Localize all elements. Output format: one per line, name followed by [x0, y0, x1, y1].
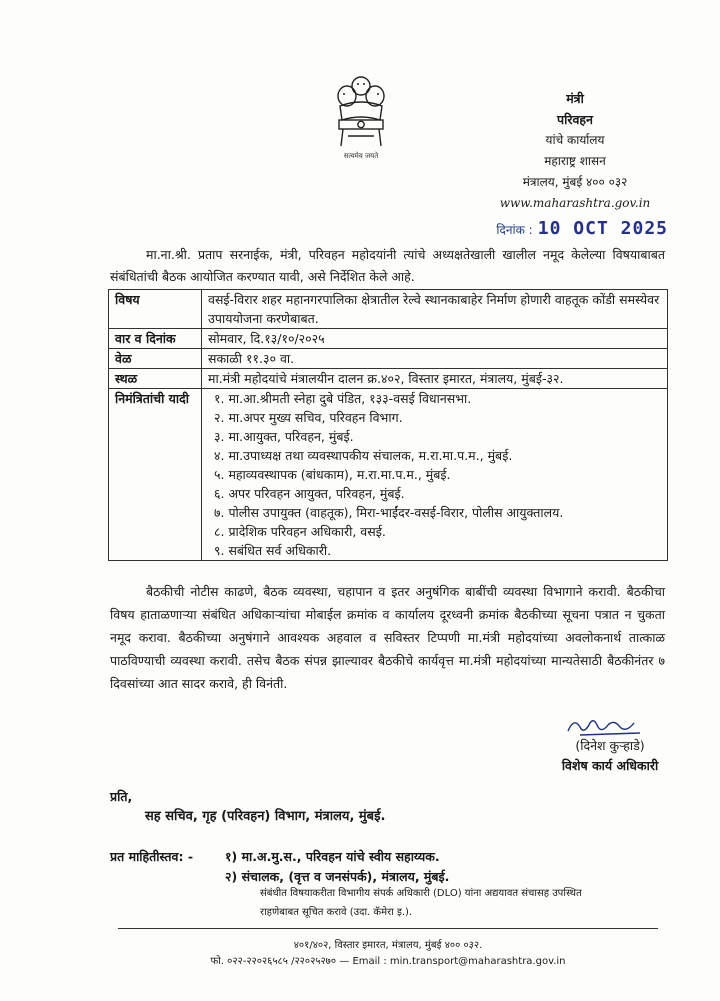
signatory — [540, 736, 680, 776]
signatory-designation: विशेष कार्य अधिकारी — [561, 758, 659, 773]
footer-contact: फो. ०२२-२२०२६५८५ /२२०२५२७० — Email : min.transport@maharashtra.gov.in — [210, 956, 566, 967]
list-item: २. मा.अपर मुख्य सचिव, परिवहन विभाग. — [214, 410, 403, 425]
office-header — [480, 88, 670, 214]
list-item: ८. प्रादेशिक परिवहन अधिकारी, वसई. — [214, 524, 386, 539]
office-dept: परिवहन — [557, 112, 593, 127]
day-label: वार व दिनांक — [109, 329, 202, 349]
ashoka-emblem-icon — [330, 68, 392, 164]
table-row — [109, 349, 668, 369]
office-line3: यांचे कार्यालय — [545, 133, 605, 147]
to-label: प्रति, — [110, 789, 133, 804]
copy-recipient-2: २) संचालक, (वृत्त व जनसंपर्क), मंत्रालय, मुंबई. — [225, 869, 450, 884]
copy-recipient-1: १) मा.अ.मु.स., परिवहन यांचे स्वीय सहाय्यक. — [225, 849, 440, 864]
place-label: स्थळ — [109, 369, 202, 389]
list-item: ३. मा.आयुक्त, परिवहन, मुंबई. — [214, 429, 354, 444]
list-item: ६. अपर परिवहन आयुक्त, परिवहन, मुंबई. — [214, 486, 405, 501]
subject-value: वसई-विरार शहर महानगरपालिका क्षेत्रातील रेल्वे स्थानकाबाहेर निर्माण होणारी वाहतूक कोंडी समस्येवर उपाययोजना करणेबाबत. — [202, 290, 668, 329]
table-row — [109, 329, 668, 349]
day-value: सोमवार, दि.१३/१०/२०२५ — [202, 329, 668, 349]
date-label: दिनांक : — [496, 223, 533, 237]
copy-note: संबंधीत विषयाकरीता विभागीय संपर्क अधिकारी (DLO) यांना अद्ययावत संचासह उपस्थित राहणेबाबत सूचित करावे (उदा. कॅमेरा इ.). — [260, 888, 582, 918]
office-title: मंत्री — [566, 91, 584, 106]
website-link[interactable]: www.maharashtra.gov.in — [499, 196, 651, 210]
time-value: सकाळी ११.३० वा. — [202, 349, 668, 369]
list-item: १. मा.आ.श्रीमती स्नेहा दुबे पंडित, १३३-वसई विधानसभा. — [214, 391, 472, 406]
date-stamp: 10 OCT 2025 — [537, 218, 668, 239]
footer-address: ४०१/४०२, विस्तार इमारत, मंत्रालय, मुंबई ४०० ०३२. — [293, 940, 483, 951]
list-item: ५. महाव्यवस्थापक (बांधकाम), म.रा.मा.प.म., मुंबई. — [214, 467, 451, 482]
table-row — [109, 369, 668, 389]
invitees-list — [202, 389, 668, 561]
date-row — [478, 218, 668, 239]
office-line4: महाराष्ट्र शासन — [544, 154, 606, 168]
signatory-name: (दिनेश कुऱ्हाडे) — [575, 738, 645, 753]
list-item: ७. पोलीस उपायुक्त (वाहतूक), मिरा-भाईंदर-वसई-विरार, पोलीस आयुक्तालय. — [214, 505, 564, 520]
place-value: मा.मंत्री महोदयांचे मंत्रालयीन दालन क्र.४०२, विस्तार इमारत, मंत्रालय, मुंबई-३२. — [202, 369, 668, 389]
to-recipient: सह सचिव, गृह (परिवहन) विभाग, मंत्रालय, मुंबई. — [145, 809, 386, 824]
list-item: ९. सबंधित सर्व अधिकारी. — [214, 543, 332, 558]
time-label: वेळ — [109, 349, 202, 369]
footer-divider — [118, 928, 658, 929]
copy-label: प्रत माहितीस्तव: - — [110, 849, 194, 864]
table-row — [109, 389, 668, 561]
table-row — [109, 290, 668, 329]
invitees-label: निमंत्रितांची यादी — [109, 389, 202, 561]
list-item: ४. मा.उपाध्यक्ष तथा व्यवस्थापकीय संचालक, म.रा.मा.प.म., मुंबई. — [214, 448, 513, 463]
emblem-motto: सत्यमेव जयते — [343, 152, 379, 160]
subject-label: विषय — [109, 290, 202, 329]
intro-paragraph: मा.ना.श्री. प्रताप सरनाईक, मंत्री, परिवहन महोदयांनी त्यांचे अध्यक्षतेखाली खालील नमूद केलेल्या विषयाबाबत संबंधितांची बैठक आयोजित करण्यात यावी, असे निर्देशित केले आहे. — [110, 247, 665, 284]
closing-paragraph: बैठकीची नोटीस काढणे, बैठक व्यवस्था, चहापान व इतर अनुषंगिक बाबींची व्यवस्था विभागाने करावी. बैठकीचा विषय हाताळणाऱ्या संबंधित अधिकाऱ्यांचा मोबाईल क्रमांक व कार्यालय दूरध्वनी क्रमांक बैठकीच्या सूचना पत्रात न चुकता नमूद करावा. बैठकीच्या अनुषंगाने आवश्यक अहवाल व सविस्तर टिप्पणी मा.मंत्री महोदयांच्या अवलोकनार्थ तात्काळ पाठविण्याची व्यवस्था करावी. तसेच बैठक संपन्न झाल्यावर बैठकीचे कार्यवृत्त मा.मंत्री महोदयांच्या मान्यतेसाठी बैठकीनंतर ७ दिवसांच्या आत सादर करावे, ही विनंती. — [110, 584, 665, 691]
meeting-details-table — [108, 289, 668, 561]
office-address: मंत्रालय, मुंबई ४०० ०३२ — [522, 175, 628, 189]
